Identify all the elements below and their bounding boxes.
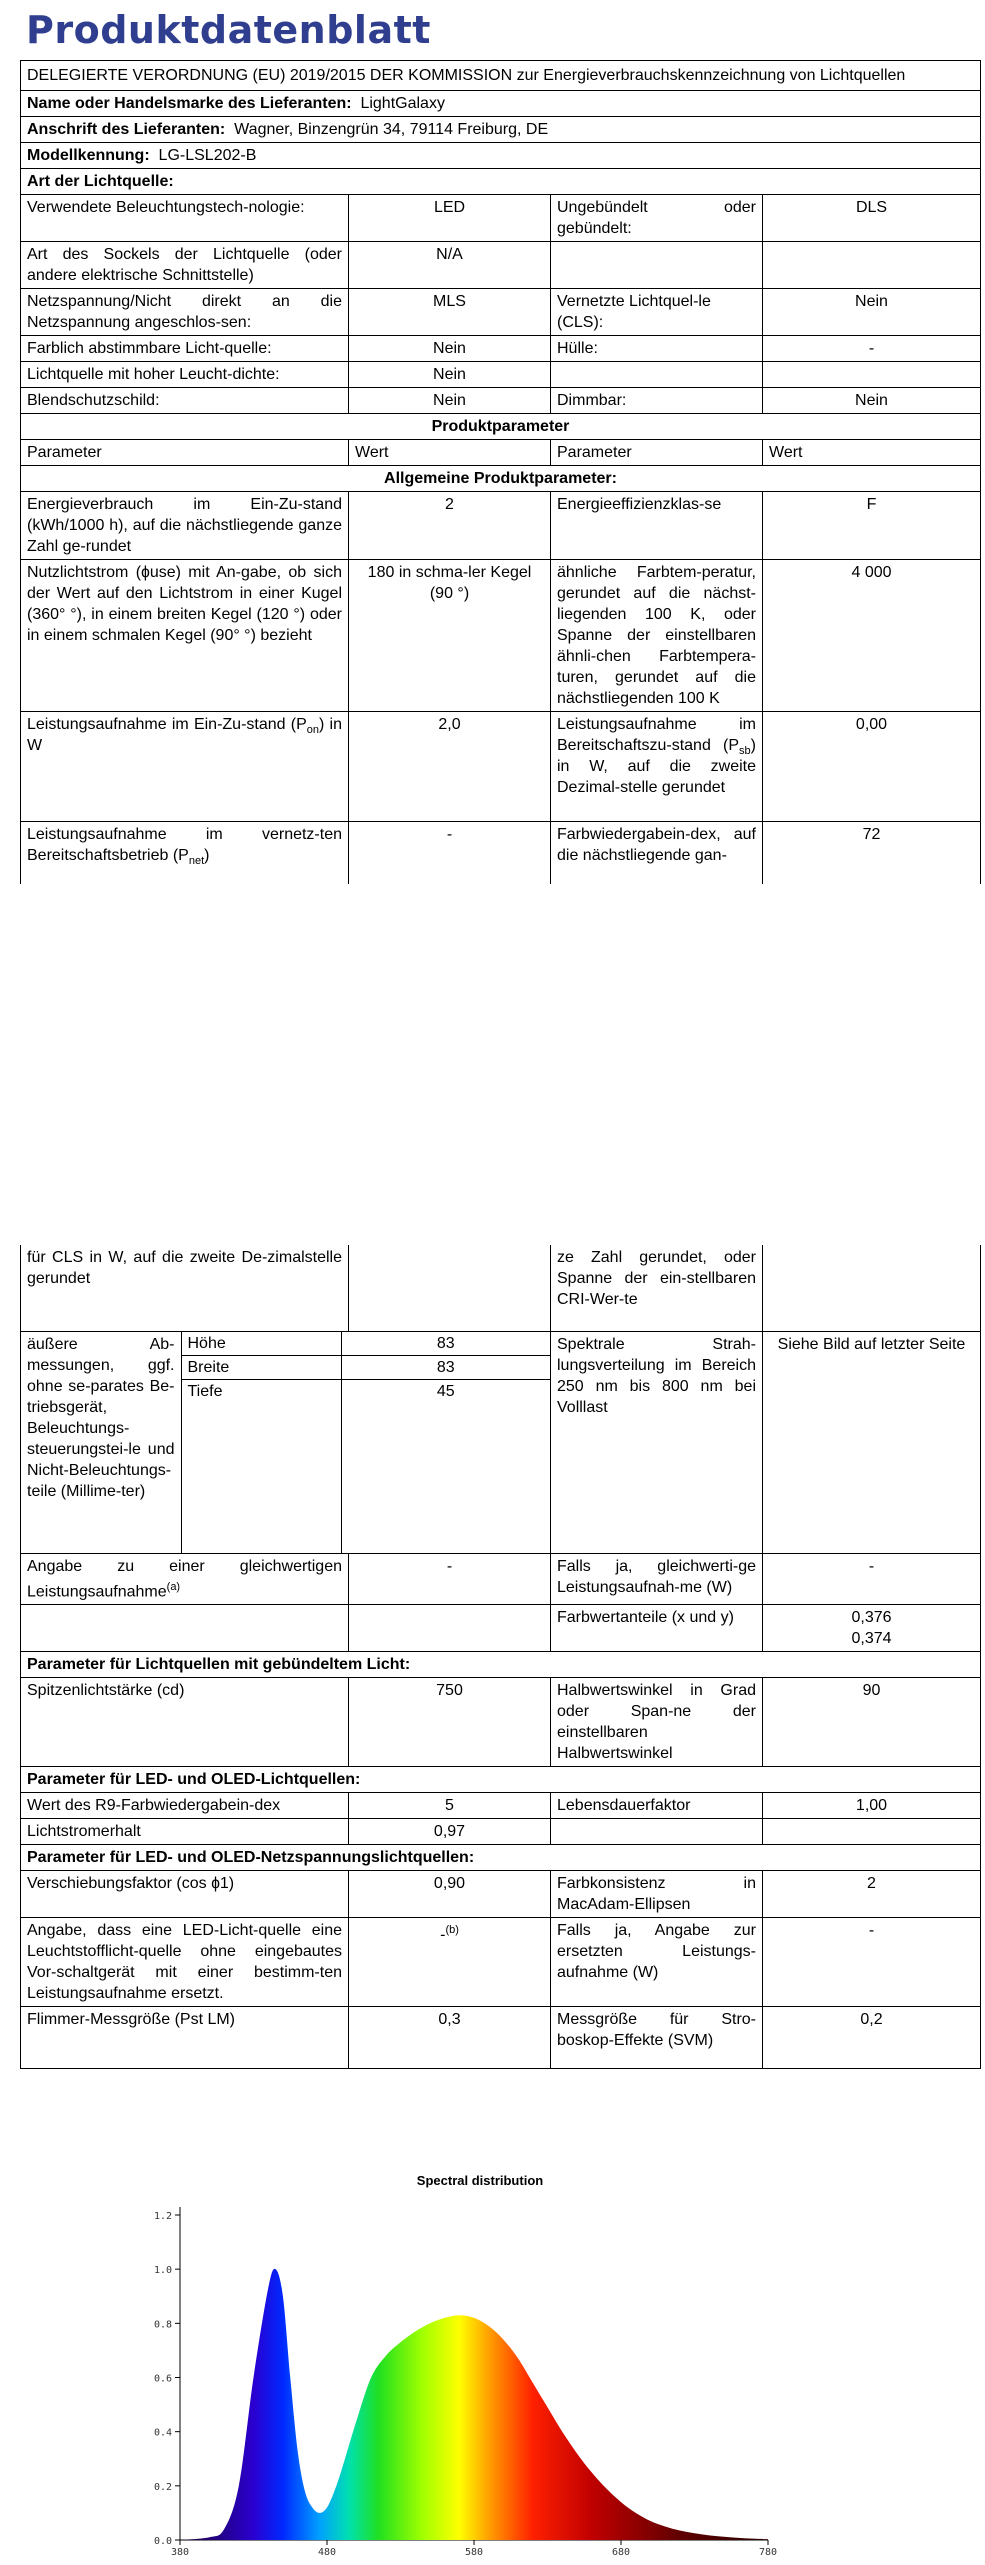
regulation-text: DELEGIERTE VERORDNUNG (EU) 2019/2015 DER KOMMISSION zur Energieverbrauchskennzeichnung von Lichtquellen [21, 61, 981, 91]
model-id-value: LG-LSL202-B [158, 147, 257, 164]
light-type-row: Netzspannung/Nicht direkt an die Netzspannung angeschlos-sen: MLS Vernetzte Lichtquel-le (CLS): Nein [21, 289, 981, 336]
light-type-row: Blendschutzschild: Nein Dimmbar: Nein [21, 388, 981, 414]
param-row-dimensions: äußere Ab-messungen, ggf. ohne se-parates Be-triebsgerät, Beleuchtungs-steuerungstei-le und Nicht-Beleuchtungs-teile (Millime-ter) Höhe 83 Breite 83 Tiefe 45 Spektrale Strah-lungsverteilung im Bereich 250 nm bis 800 nm bei Volllast Siehe Bild auf letzter Seite [21, 1331, 981, 1553]
dimensions-table: äußere Ab-messungen, ggf. ohne se-parates Be-triebsgerät, Beleuchtungs-steuerungstei-le und Nicht-Beleuchtungs-teile (Millime-ter) Höhe 83 Breite 83 Tiefe 45 [21, 1332, 550, 1553]
param-row-power-net-cont: für CLS in W, auf die zweite De-zimalstelle gerundet ze Zahl gerundet, oder Spanne der ein-stellbaren CRI-Wer-te [21, 1245, 981, 1331]
model-id-row: Modellkennung: LG-LSL202-B [21, 143, 981, 169]
x-tick-label: 380 [170, 2547, 190, 2558]
mls-params-heading: Parameter für LED- und OLED-Netzspannungslichtquellen: [21, 1844, 981, 1870]
page-title: Produktdatenblatt [26, 8, 431, 52]
param-row-flicker: Flimmer-Messgröße (Pst LM) 0,3 Messgröße für Stro-boskop-Effekte (SVM) 0,2 [21, 2006, 981, 2068]
param-row-power-on: Leistungsaufnahme im Ein-Zu-stand $(P_{on})$ in W 2,0 Leistungsaufnahme im Bereitschaftszu-stand $(P_{sb})$ in W, auf die zweite Dezimal-stelle gerundet 0,00 [21, 712, 981, 822]
light-type-row: Farblich abstimmbare Licht-quelle: Nein Hülle: - [21, 336, 981, 362]
datasheet-table [20, 60, 981, 884]
y-tick-label: 1.0 [153, 2265, 172, 2277]
product-params-heading: Produktparameter [21, 414, 981, 440]
y-tick-label: 0.0 [153, 2536, 172, 2547]
spectral-chart [20, 2165, 980, 2560]
y-tick-label: 1.2 [153, 2211, 172, 2222]
supplier-name-row: Name oder Handelsmarke des Lieferanten: LightGalaxy [21, 91, 981, 117]
param-row-chromaticity: Farbwertanteile (x und y) 0,376 0,374 [21, 1604, 981, 1651]
param-row-power-factor: Verschiebungsfaktor (cos ɸ1) 0,90 Farbkonsistenz in MacAdam-Ellipsen 2 [21, 1870, 981, 1917]
spectrum-area [180, 2269, 768, 2540]
param-row-maintenance: Lichtstromerhalt 0,97 [21, 1818, 981, 1844]
param-row-flux: Nutzlichtstrom (ɸuse) mit An-gabe, ob sich der Wert auf den Lichtstrom in einer Kugel (360° °), in einem breiten Kegel (120 °) oder in einem schmalen Kegel (90° °) bezieht 180 in schma-ler Kegel (90 °) ähnliche Farbtem-peratur, gerundet auf die nächst-liegenden 100 K, oder Spanne der einstellbaren ähnli-chen Farbtempera-turen, gerundet auf die nächstliegenden 100 K 4 000 [21, 560, 981, 712]
led-params-heading: Parameter für LED- und OLED-Lichtquellen: [21, 1766, 981, 1792]
x-tick-label: 680 [611, 2547, 631, 2558]
supplier-address-value: Wagner, Binzengrün 34, 79114 Freiburg, DE [234, 121, 549, 138]
y-tick-label: 0.2 [153, 2481, 172, 2493]
dls-params-heading: Parameter für Lichtquellen mit gebündeltem Licht: [21, 1651, 981, 1677]
datasheet-table-continued [20, 1245, 981, 2069]
datasheet-page-1 [20, 8, 980, 884]
chart-title: Spectral distribution [416, 2173, 544, 2188]
datasheet-page-2 [20, 1245, 980, 2069]
param-row-peak-intensity: Spitzenlichtstärke (cd) 750 Halbwertswinkel in Grad oder Span-ne der einstellbaren Halbwertswinkel 90 [21, 1677, 981, 1766]
x-tick-label: 480 [317, 2547, 337, 2558]
param-row-r9: Wert des R9-Farbwiedergabein-dex 5 Lebensdauerfaktor 1,00 [21, 1792, 981, 1818]
x-tick-label: 780 [758, 2547, 778, 2558]
param-row-energy: Energieverbrauch im Ein-Zu-stand (kWh/1000 h), auf die nächstliegende ganze Zahl ge-rundet 2 Energieeffizienzklas-se F [21, 492, 981, 560]
general-params-heading: Allgemeine Produktparameter: [21, 466, 981, 492]
supplier-address-row: Anschrift des Lieferanten: Wagner, Binzengrün 34, 79114 Freiburg, DE [21, 117, 981, 143]
param-row-power-net: Leistungsaufnahme im vernetz-ten Bereitschaftsbetrieb $(P_{net})$ - Farbwiedergabein-dex, auf die nächstliegende gan- 72 [21, 822, 981, 884]
spectral-chart-svg [20, 2165, 980, 2560]
y-tick-label: 0.8 [153, 2319, 172, 2331]
params-column-header: Parameter Wert Parameter Wert [21, 440, 981, 466]
param-row-equivalent: Angabe zu einer gleichwertigen Leistungsaufnahme$^{(a)}$ - Falls ja, gleichwerti-ge Leistungsaufnah-me (W) - [21, 1553, 981, 1604]
light-type-heading: Art der Lichtquelle: [21, 169, 981, 195]
supplier-name-value: LightGalaxy [360, 95, 445, 112]
y-tick-label: 0.6 [153, 2373, 172, 2385]
y-tick-label: 0.4 [153, 2427, 172, 2439]
light-type-row: Art des Sockels der Lichtquelle (oder andere elektrische Schnittstelle) N/A [21, 242, 981, 289]
x-tick-label: 580 [464, 2547, 484, 2558]
param-row-replacement: Angabe, dass eine LED-Licht-quelle eine Leuchtstofflicht-quelle ohne eingebautes Vor-schaltgerät mit einer bestimm-ten Leistungsaufnahme ersetzt. -$^{(b)}$ Falls ja, Angabe zur ersetzten Leistungs-aufnahme (W) - [21, 1917, 981, 2006]
light-type-row: Lichtquelle mit hoher Leucht-dichte: Nein [21, 362, 981, 388]
light-type-row: Verwendete Beleuchtungstech-nologie: LED Ungebündelt oder gebündelt: DLS [21, 195, 981, 242]
